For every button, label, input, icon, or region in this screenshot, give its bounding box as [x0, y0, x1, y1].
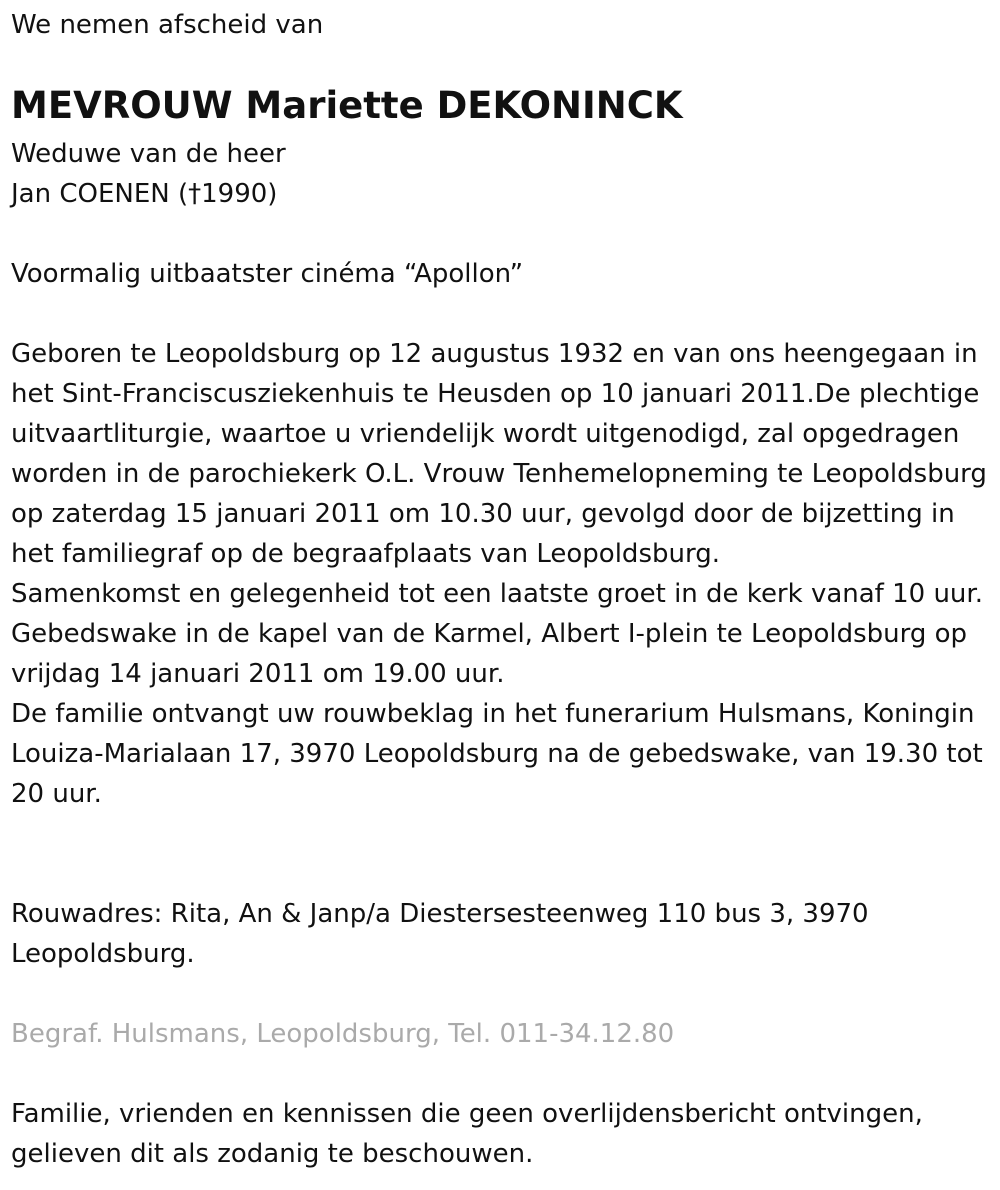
- intro-text: We nemen afscheid van: [11, 10, 324, 40]
- widow-line-2: Jan COENEN (†1990): [11, 179, 278, 209]
- gathering-paragraph: Samenkomst en gelegenheid tot een laatste groet in de kerk vanaf 10 uur.: [11, 579, 983, 609]
- mourning-address: [11, 894, 991, 974]
- closing-notice-text: Familie, vrienden en kennissen die geen overlijdensbericht ontvingen, gelieven dit als zodanig te beschouwen.: [11, 1099, 923, 1169]
- widow-line-1: Weduwe van de heer: [11, 139, 286, 169]
- birth-death-funeral-paragraph: Geboren te Leopoldsburg op 12 augustus 1932 en van ons heengegaan in het Sint-Franciscusziekenhuis te Heusden op 10 januari 2011.De plechtige uitvaartliturgie, waartoe u vriendelijk wordt uitgenodigd, zal opgedragen worden in de parochiekerk O.L. Vrouw Tenhemelopneming te Leopoldsburg op zaterdag 15 januari 2011 om 10.30 uur, gevolgd door de bijzetting in het familiegraf op de begraafplaats van Leopoldsburg.: [11, 339, 987, 569]
- mourning-address-text: Rouwadres: Rita, An & Janp/a Diestersesteenweg 110 bus 3, 3970 Leopoldsburg.: [11, 899, 869, 969]
- funeral-details: [11, 334, 991, 814]
- occupation-text: Voormalig uitbaatster cinéma “Apollon”: [11, 259, 524, 289]
- widow-info: [11, 134, 991, 214]
- deceased-name: MEVROUW Mariette DEKONINCK: [11, 84, 683, 127]
- occupation: [11, 254, 991, 294]
- undertaker-info: [11, 1014, 991, 1054]
- vigil-paragraph: Gebedswake in de kapel van de Karmel, Albert I-plein te Leopoldsburg op vrijdag 14 januari 2011 om 19.00 uur.: [11, 619, 968, 689]
- undertaker-text: Begraf. Hulsmans, Leopoldsburg, Tel. 011-34.12.80: [11, 1019, 675, 1049]
- condolences-paragraph: De familie ontvangt uw rouwbeklag in het funerarium Hulsmans, Koningin Louiza-Marialaan 17, 3970 Leopoldsburg na de gebedswake, van 19.30 tot 20 uur.: [11, 699, 983, 809]
- closing-notice: [11, 1094, 991, 1174]
